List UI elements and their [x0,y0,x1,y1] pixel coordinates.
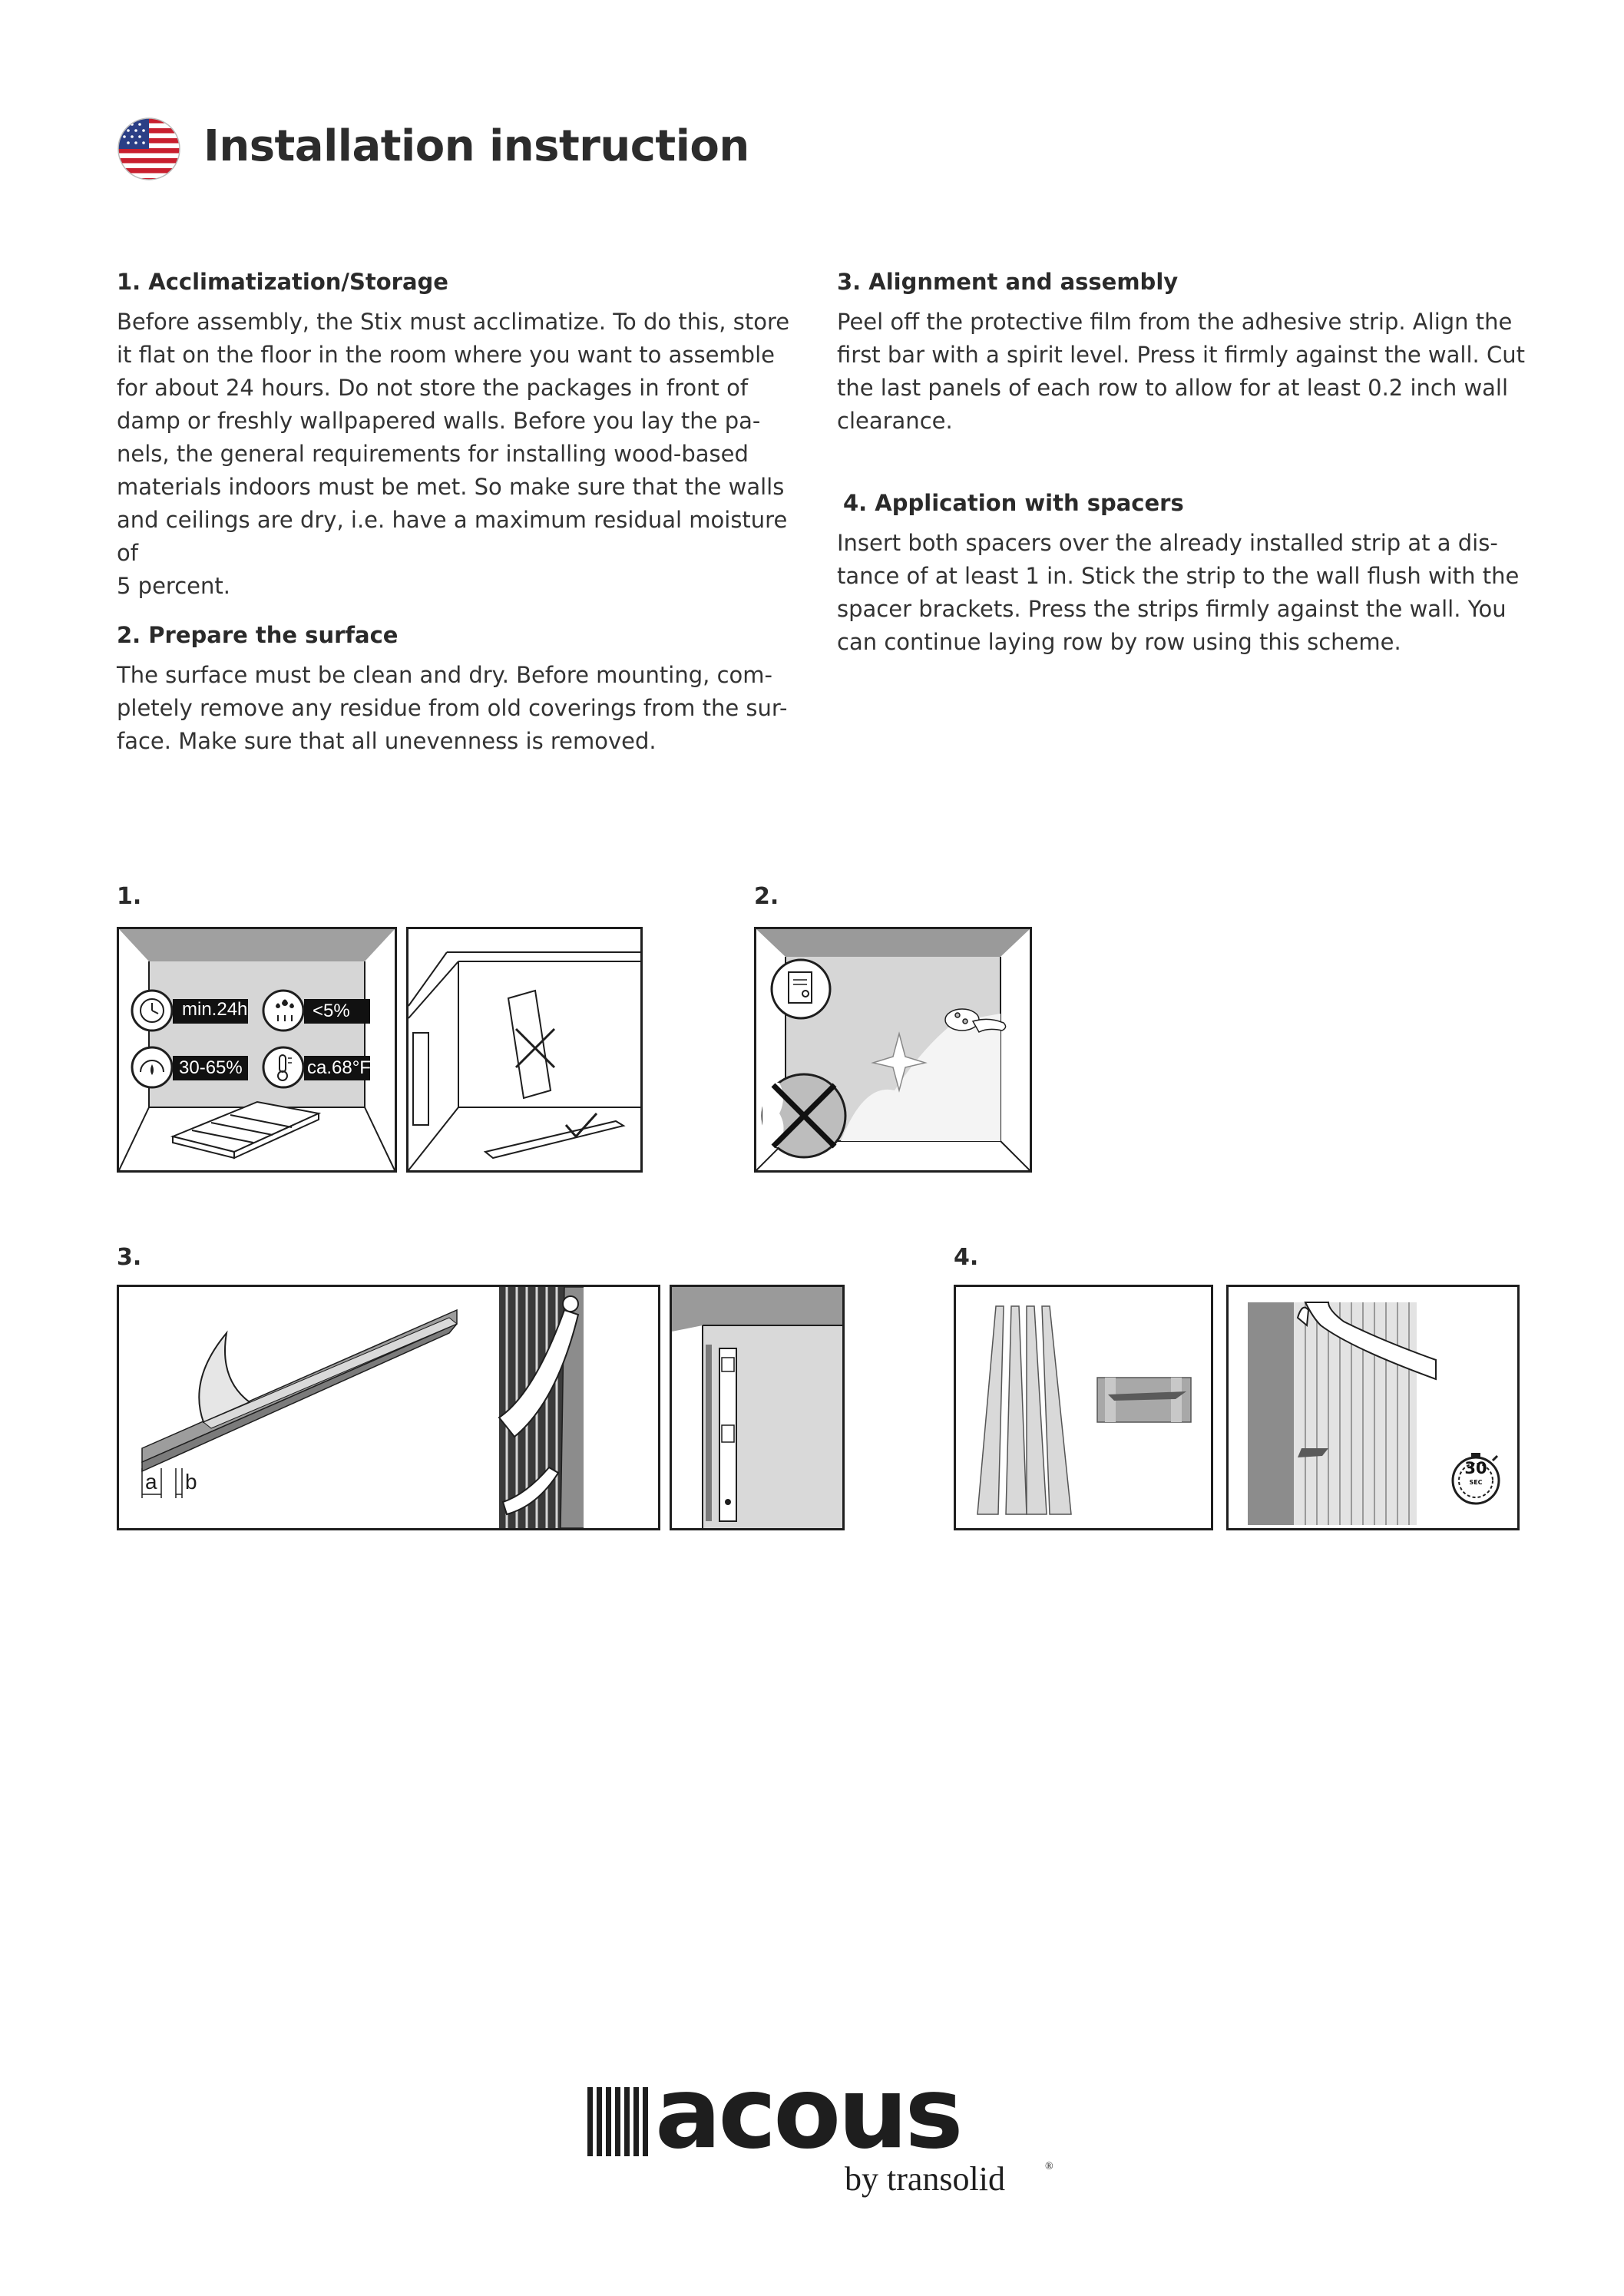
section-4-heading: 4. Application with spacers [843,490,1184,516]
page-title: Installation instruction [203,121,749,171]
brand-byline: by transolid [845,2160,1005,2198]
figure-1-storage-panel [406,927,643,1173]
humidity-badge: 30-65% [179,1057,243,1078]
spirit-level-icon [719,1348,736,1521]
figure-3-level-panel [670,1285,845,1530]
figure-2-label: 2. [754,883,779,910]
brand-name: acous [655,2056,961,2171]
timer-value: 30 [1464,1459,1487,1477]
figure-4-install-panel [1226,1285,1520,1530]
figure-3-label: 3. [117,1244,142,1271]
trademark-mark: ® [1045,2161,1053,2172]
section-3-text: Peel off the protective film from the adhesive strip. Align the first bar with a spirit level. Press it firmly against the wall. Cut the last panels of each row to allow for at least 0.2 inch wall clearance. [837,309,1525,434]
acous-bars-icon [587,2087,649,2156]
spacer-bracket-icon [1097,1378,1191,1422]
section-4-text: Insert both spacers over the already installed strip at a dis- tance of at least 1 in. Stick the strip to the wall flush with the spacer brackets. Press the strips firmly against the wall. You can continue laying row by row using this scheme. [837,530,1520,655]
figure-4-strips-panel [954,1285,1213,1530]
section-3-heading: 3. Alignment and assembly [837,269,1179,295]
rough-wall-wrong-icon [762,1074,845,1157]
us-flag-icon [117,117,181,181]
moisture-icon [263,991,303,1031]
temperature-badge: ca.68°F [307,1057,371,1078]
figure-2-surface-panel [754,927,1032,1173]
section-2-heading: 2. Prepare the surface [117,622,399,648]
humidity-gauge-icon [132,1047,172,1087]
acous-logo [587,2056,1053,2212]
moisture-badge: <5% [313,1001,350,1021]
figure-1-room-panel [117,927,397,1173]
time-badge: min.24h [182,999,248,1020]
figure-4-label: 4. [954,1244,979,1271]
thermometer-icon [263,1047,303,1087]
dimension-a-label: a [145,1470,157,1494]
document-info-icon [772,960,830,1018]
figure-1-label: 1. [117,883,142,910]
section-2-text: The surface must be clean and dry. Before mounting, com- pletely remove any residue from old coverings from the sur- face. Make sure that all unevenness is removed. [117,662,788,754]
figure-3-assembly-panel [117,1285,660,1530]
dimension-b-label: b [185,1470,197,1494]
clock-icon [132,991,172,1031]
section-1-heading: 1. Acclimatization/Storage [117,269,448,295]
timer-unit: SEC [1469,1479,1483,1486]
section-1-text: Before assembly, the Stix must acclimatize. To do this, store it flat on the floor in the room where you want to assemble for about 24 hours. Do not store the packages in front of damp or freshly wallpapered walls. Before you lay the pa- nels, the general requirements for installing wood-based materials indoors must be met. So make sure that the walls and ceilings are dry, i.e. have a maximum residual moisture of 5 percent. [117,309,790,599]
